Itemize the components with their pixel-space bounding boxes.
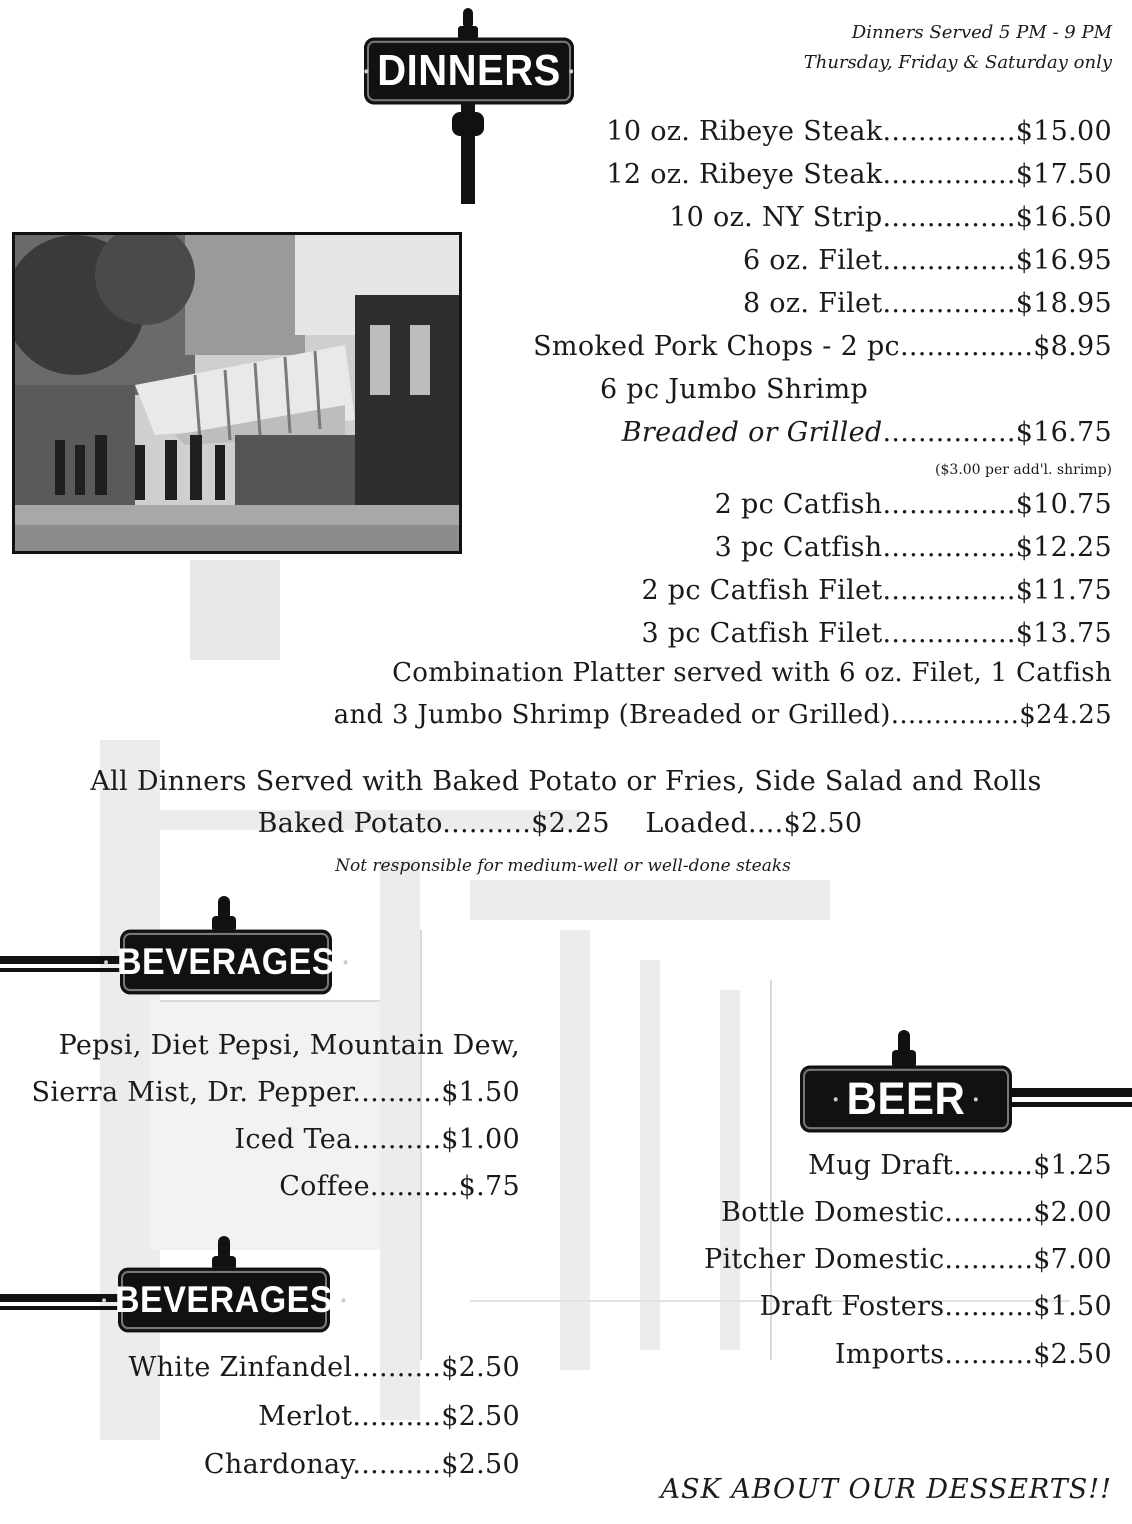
- shrimp-option: Breaded or Grilled: [621, 417, 883, 448]
- menu-item: Mug Draft.........$1.25: [808, 1150, 1112, 1181]
- menu-item: Chardonay..........$2.50: [203, 1449, 520, 1480]
- dinners-sign-label: DINNERS: [377, 46, 561, 95]
- wine-sign-label: BEVERAGES: [115, 1278, 333, 1320]
- menu-item: 8 oz. Filet...............$18.95: [742, 288, 1112, 319]
- menu-item: 12 oz. Ribeye Steak...............$17.50: [606, 159, 1112, 190]
- menu-item: 2 pc Catfish...............$10.75: [714, 489, 1112, 520]
- potato-upgrade-line: Baked Potato..........$2.25 Loaded....$2.50: [257, 808, 863, 839]
- menu-item: Iced Tea..........$1.00: [234, 1124, 520, 1155]
- shrimp-price: ...............$16.75: [882, 417, 1112, 448]
- menu-item: 3 pc Catfish Filet...............$13.75: [641, 618, 1112, 649]
- beer-sign: • BEER •: [800, 1066, 1012, 1133]
- storefront-photo-art: [15, 235, 459, 551]
- steak-disclaimer: Not responsible for medium-well or well-done steaks: [335, 856, 791, 876]
- dinners-sign: • DINNERS •: [364, 38, 574, 105]
- beverages-sign: • BEVERAGES •: [120, 930, 332, 995]
- shrimp-option-line: [622, 417, 1112, 448]
- beer-sign-label: BEER: [846, 1073, 966, 1124]
- menu-item: 10 oz. NY Strip...............$16.50: [669, 202, 1112, 233]
- beverages-sign-label: BEVERAGES: [117, 940, 335, 982]
- menu-item: 6 oz. Filet...............$16.95: [742, 245, 1112, 276]
- menu-item: Merlot..........$2.50: [258, 1401, 520, 1432]
- dinner-days: Thursday, Friday & Saturday only: [803, 52, 1112, 73]
- menu-item: White Zinfandel..........$2.50: [128, 1352, 520, 1383]
- storefront-photo: [12, 232, 462, 554]
- menu-item: 2 pc Catfish Filet...............$11.75: [641, 575, 1112, 606]
- menu-item: Imports..........$2.50: [834, 1339, 1112, 1370]
- shrimp-title: 6 pc Jumbo Shrimp: [600, 374, 869, 405]
- shrimp-note: ($3.00 per add'l. shrimp): [935, 462, 1112, 478]
- menu-item: Bottle Domestic..........$2.00: [720, 1197, 1112, 1228]
- menu-item: Draft Fosters..........$1.50: [759, 1291, 1112, 1322]
- wine-sign: • BEVERAGES •: [118, 1268, 330, 1333]
- sides-line: All Dinners Served with Baked Potato or Fries, Side Salad and Rolls: [90, 766, 1042, 797]
- menu-item: 3 pc Catfish...............$12.25: [714, 532, 1112, 563]
- dinner-hours: Dinners Served 5 PM - 9 PM: [851, 22, 1112, 43]
- menu-item: Pitcher Domestic..........$7.00: [704, 1244, 1112, 1275]
- menu-item: Smoked Pork Chops - 2 pc...............$8.95: [533, 331, 1112, 362]
- menu-item: 10 oz. Ribeye Steak...............$15.00: [606, 116, 1112, 147]
- desserts-callout: ASK ABOUT OUR DESSERTS!!: [660, 1474, 1112, 1505]
- menu-item: Coffee..........$.75: [279, 1171, 520, 1202]
- menu-item: Pepsi, Diet Pepsi, Mountain Dew,: [58, 1030, 520, 1061]
- menu-item: Sierra Mist, Dr. Pepper..........$1.50: [31, 1077, 520, 1108]
- combo-line-2: and 3 Jumbo Shrimp (Breaded or Grilled)...............$24.25: [333, 700, 1112, 730]
- combo-line-1: Combination Platter served with 6 oz. Filet, 1 Catfish: [392, 658, 1112, 688]
